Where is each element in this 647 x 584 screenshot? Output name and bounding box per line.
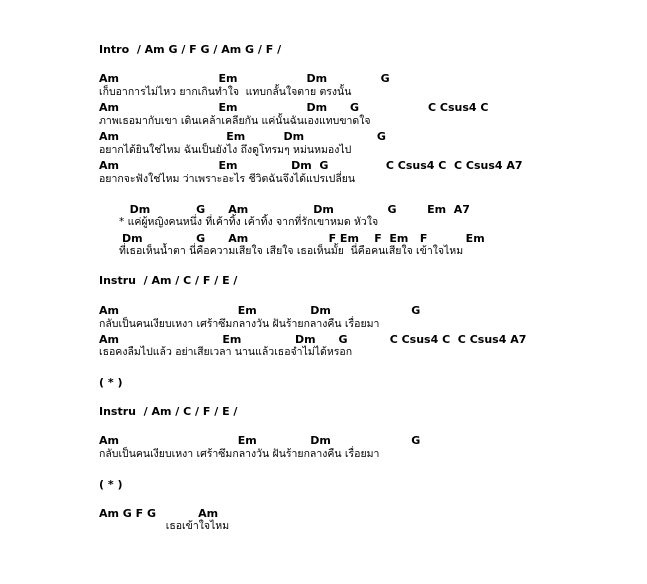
chord-line: Am Em Dm G C Csus4 C C Csus4 A7 <box>99 333 527 346</box>
lyric-line: เก็บอาการไม่ไหว ยากเกินทำใจ แทบกลั้นใจตาย ตรงนั้น <box>99 86 352 98</box>
chord-line: Dm G Am F Em F Em F Em <box>99 232 485 245</box>
chord-line: Instru / Am / C / F / E / <box>99 274 238 287</box>
chord-line: ( * ) <box>99 478 123 491</box>
chord-line: Am Em Dm G C Csus4 C C Csus4 A7 <box>99 159 523 172</box>
lyric-line: เธอคงลืมไปแล้ว อย่าเสียเวลา นานแล้วเธอจำไม่ได้หรอก <box>99 346 353 358</box>
lyric-line: กลับเป็นคนเงียบเหงา เศร้าซึมกลางวัน ฝันร้ายกลางคืน เรื่อยมา <box>99 318 380 330</box>
chord-line: ( * ) <box>99 376 123 389</box>
chord-line: Am Em Dm G <box>99 304 421 317</box>
chord-line: Am Em Dm G <box>99 72 390 85</box>
chord-line: Am G F G Am <box>99 507 219 520</box>
chord-line: Intro / Am G / F G / Am G / F / <box>99 43 282 56</box>
chord-line: Am Em Dm G <box>99 130 386 143</box>
lyric-line: กลับเป็นคนเงียบเหงา เศร้าซึมกลางวัน ฝันร้ายกลางคืน เรื่อยมา <box>99 448 380 460</box>
chord-line: Am Em Dm G C Csus4 C <box>99 101 489 114</box>
lyric-line: ภาพเธอมากับเขา เดินเคล้าเคลียกัน แค่นั้นฉันเองแทบขาดใจ <box>99 115 371 127</box>
lyric-line: * แค่ผู้หญิงคนหนึ่ง ที่เค้าทิ้ง เค้าทิ้ง จากที่รักเขาหมด หัวใจ <box>99 216 379 228</box>
chord-line: Instru / Am / C / F / E / <box>99 405 238 418</box>
chord-line: Dm G Am Dm G Em A7 <box>99 203 470 216</box>
lyric-line: ที่เธอเห็นน้ำตา นี่คือความเสียใจ เสียใจ เธอเห็นมั้ย นี่คือคนเสียใจ เข้าใจไหม <box>99 245 464 257</box>
lyric-line: อยากได้ยินใช่ไหม ฉันเป็นยังไง ถึงดูโทรมๆ หม่นหมองไป <box>99 144 352 156</box>
chord-line: Am Em Dm G <box>99 434 421 447</box>
lyric-line: อยากจะฟังใช่ไหม ว่าเพราะอะไร ชีวิตฉันจึงได้แปรเปลี่ยน <box>99 173 356 185</box>
lyric-line: เธอเข้าใจไหม <box>99 520 230 532</box>
